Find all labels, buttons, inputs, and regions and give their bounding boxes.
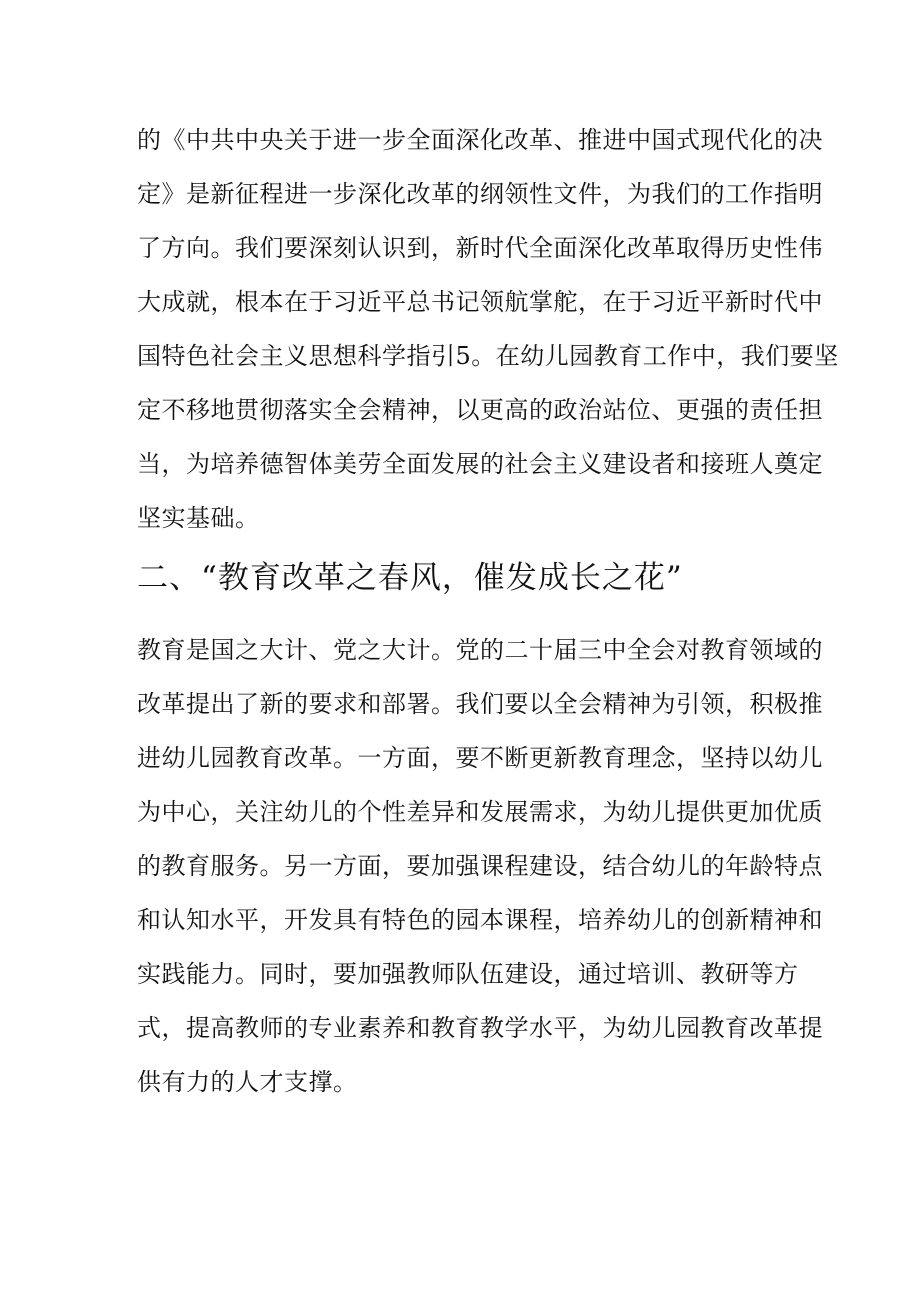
paragraph-line: 大成就，根本在于习近平总书记领航掌舵，在于习近平新时代中	[137, 288, 823, 316]
paragraph-line: 改革提出了新的要求和部署。我们要以全会精神为引领，积极推	[137, 690, 823, 718]
paragraph-line: 国特色社会主义思想科学指引5。在幼儿园教育工作中，我们要坚	[137, 342, 839, 370]
paragraph-line: 供有力的人才支撑。	[137, 1068, 358, 1096]
paragraph-line: 教育是国之大计、党之大计。党的二十届三中全会对教育领域的	[137, 636, 823, 664]
paragraph-2	[137, 623, 823, 1109]
paragraph-line: 坚实基础。	[137, 504, 260, 532]
paragraph-line: 定》是新征程进一步深化改革的纲领性文件，为我们的工作指明	[137, 180, 823, 208]
paragraph-1	[137, 113, 839, 545]
paragraph-line: 和认知水平，开发具有特色的园本课程，培养幼儿的创新精神和	[137, 906, 823, 934]
paragraph-line: 进幼儿园教育改革。一方面，要不断更新教育理念，坚持以幼儿	[137, 744, 823, 772]
paragraph-line: 的教育服务。另一方面，要加强课程建设，结合幼儿的年龄特点	[137, 852, 823, 880]
paragraph-line: 当，为培养德智体美劳全面发展的社会主义建设者和接班人奠定	[137, 450, 823, 478]
paragraph-line: 的《中共中央关于进一步全面深化改革、推进中国式现代化的决	[137, 126, 823, 154]
paragraph-line: 定不移地贯彻落实全会精神，以更高的政治站位、更强的责任担	[137, 396, 823, 424]
paragraph-line: 了方向。我们要深刻认识到，新时代全面深化改革取得历史性伟	[137, 234, 823, 262]
section-heading: 二、“教育改革之春风，催发成长之花”	[137, 560, 683, 596]
paragraph-line: 式，提高教师的专业素养和教育教学水平，为幼儿园教育改革提	[137, 1014, 823, 1042]
paragraph-line: 为中心，关注幼儿的个性差异和发展需求，为幼儿提供更加优质	[137, 798, 823, 826]
paragraph-line: 实践能力。同时，要加强教师队伍建设，通过培训、教研等方	[137, 960, 799, 988]
